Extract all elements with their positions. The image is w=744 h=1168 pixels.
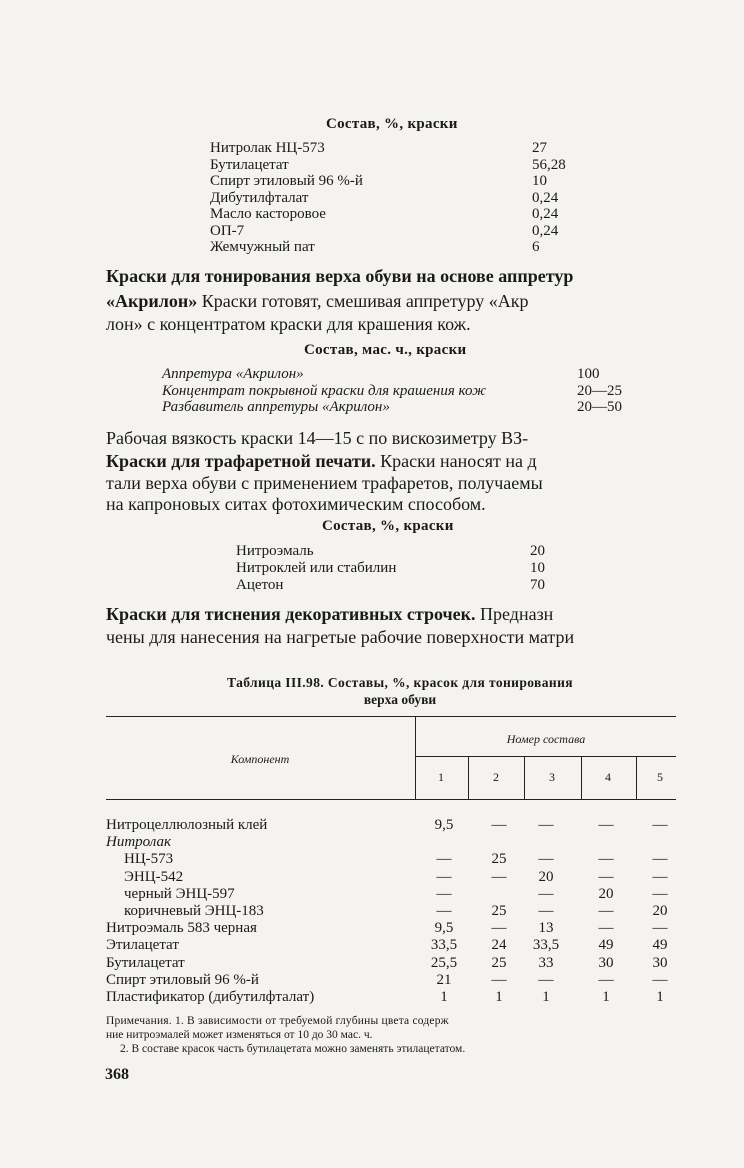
table-cell: — [598,851,614,868]
table-row-name: Этилацетат [106,937,179,954]
table-row-name: Нитроцеллюлозный клей [106,817,268,833]
para2-line1: Рабочая вязкость краски 14—15 с по вискозиметру ВЗ- [106,428,529,448]
para1-heading-cont: «Акрилон» [106,291,198,311]
para1 [106,266,691,286]
table-top-rule [106,716,676,717]
table-cell: — [491,817,507,833]
block1-item-value: 6 [532,239,540,255]
table-cell: — [538,851,554,868]
table-col-divider-component [415,716,416,800]
table-cell: — [436,868,452,885]
block1-item-value: 10 [532,173,547,189]
table-cell: 1 [440,989,448,1005]
note-line1: Примечания. 1. В зависимости от требуемой глубины цвета содерж [106,1015,449,1027]
table-cell: — [436,885,452,902]
table-header-col-2: 2 [493,770,499,784]
table-row-name: Нитроэмаль 583 черная [106,920,257,937]
table-cell: 1 [495,989,503,1005]
table-header-group: Номер состава [506,732,586,746]
table-header-bottom-rule [106,799,676,800]
block1-item-name: ОП-7 [210,222,245,239]
para3-text: Предназн [475,604,554,624]
para1-text: Краски готовят, смешивая аппретуру «Акр [197,291,529,311]
table-cell: 25 [491,851,507,868]
table-cell: 25 [491,954,507,971]
table-header-col-5: 5 [657,770,663,784]
block3-item-value: 70 [530,577,545,593]
para3-line2: чены для нанесения на нагретые рабочие поверхности матри [106,627,575,647]
block2-item-name: Концентрат покрывной краски для крашения кож [162,382,487,399]
note-line3: 2. В составе красок часть бутилацетата можно заменять этилацетатом. [120,1043,466,1055]
table-caption: Таблица III.98. Составы, %, красок для тонирования [227,675,573,690]
table-cell: — [652,971,668,988]
block3-item-name: Нитроклей или стабилин [236,560,397,576]
block1-item-value: 0,24 [532,189,559,206]
table-cell: 33 [538,954,554,971]
table-header-col-4: 4 [605,770,611,784]
block3-item-name: Нитроэмаль [236,543,314,559]
block1-item-value: 0,24 [532,222,559,239]
note-line2: ние нитроэмалей может изменяться от 10 до 30 мас. ч. [106,1029,373,1041]
para1-line3: лон» с концентратом краски для крашения кож. [106,314,471,334]
table-cell: — [538,971,554,988]
table-row-name: НЦ-573 [124,851,174,868]
block2-item-name: Разбавитель аппретуры «Акрилон» [162,399,390,415]
table-cell: — [436,903,452,919]
table-cell: — [538,817,554,833]
table-cell: 1 [656,989,664,1005]
table-cell: — [436,851,452,868]
table-cell: — [491,868,507,885]
table-cell: 25,5 [430,954,458,971]
para2-text: Краски наносят на д [375,451,537,471]
block1-item-name: Дибутилфталат [210,189,309,206]
table-cell: — [598,868,614,885]
table-row-name: черный ЭНЦ-597 [124,885,235,902]
table-cell: 21 [436,971,452,988]
table-cell: — [652,851,668,868]
block2-item-value: 20—25 [577,382,622,399]
table-cell: 13 [538,920,554,937]
table-cell: — [598,920,614,937]
para3-line1 [106,604,691,624]
table-cell: — [652,885,668,902]
para2-line4: на капроновых ситах фотохимическим способом. [106,494,486,514]
para2-heading: Краски для трафаретной печати. [106,451,376,471]
block1-item-name: Масло касторовое [210,206,326,222]
block1-item-value: 56,28 [532,156,566,173]
table-col-divider-2 [524,756,525,800]
table-cell: 33,5 [430,937,458,954]
table-cell: — [538,903,554,919]
table-cell: — [491,971,507,988]
table-row-name: Нитролак [106,834,172,851]
block1-item-name: Нитролак НЦ-573 [210,140,325,156]
para2-line3: тали верха обуви с применением трафаретов, получаемы [106,473,543,493]
table-cell: — [652,868,668,885]
table-row-name: коричневый ЭНЦ-183 [124,903,264,919]
table-cell: — [491,920,507,937]
para3-heading: Краски для тиснения декоративных строчек. [106,604,476,624]
table-cell: — [598,903,614,919]
block3-item-name: Ацетон [236,577,284,593]
table-caption-line2: верха обуви [363,692,437,707]
block2-item-name: Аппретура «Акрилон» [162,366,304,382]
table-col-divider-4 [636,756,637,800]
para1-heading: Краски для тонирования верха обуви на основе аппретур [106,266,574,286]
table-cell: 25 [491,903,507,919]
table-cell: — [598,971,614,988]
block2-caption: Состав, мас. ч., краски [304,342,467,358]
para1-line2 [106,291,691,311]
table-cell: 1 [602,989,610,1005]
table-cell: 24 [491,937,507,954]
table-cell: 30 [652,954,668,971]
table-col-divider-3 [581,756,582,800]
block2-item-value: 20—50 [577,399,622,415]
table-header-col-3: 3 [549,770,555,784]
table-cell: 1 [542,989,550,1005]
table-cell: 33,5 [532,937,560,954]
table-cell: — [538,885,554,902]
table-row-name: Пластификатор (дибутилфталат) [106,989,315,1005]
block1-item-name: Жемчужный пат [210,239,315,255]
table-cell: 49 [598,937,614,954]
table-cell: 30 [598,954,614,971]
table-header-component: Компонент [230,752,290,766]
para2-line2 [106,451,691,471]
block1-item-value: 0,24 [532,206,559,222]
table-row-name: Бутилацетат [106,954,185,971]
table-group-rule [416,756,676,757]
block3-item-value: 10 [530,560,545,576]
table-cell: 9,5 [434,920,454,937]
block1-item-name: Бутилацетат [210,156,289,173]
block1-item-value: 27 [532,140,547,156]
table-header-col-1: 1 [438,770,444,784]
block2-item-value: 100 [577,366,600,382]
table-cell: 49 [652,937,668,954]
table-cell: — [598,817,614,833]
table-row-name: ЭНЦ-542 [124,868,184,885]
block1-caption: Состав, %, краски [326,116,458,132]
table-cell: — [652,920,668,937]
table-cell: 9,5 [434,817,454,833]
block3-item-value: 20 [530,543,545,559]
table-cell: 20 [538,868,554,885]
table-cell: 20 [652,903,668,919]
block1-item-name: Спирт этиловый 96 %-й [210,173,363,189]
table-row-name: Спирт этиловый 96 %-й [106,971,259,988]
table-col-divider-1 [468,756,469,800]
page-number: 368 [105,1066,129,1083]
table-cell: 20 [598,885,614,902]
block3-caption: Состав, %, краски [322,518,454,534]
table-cell: — [652,817,668,833]
